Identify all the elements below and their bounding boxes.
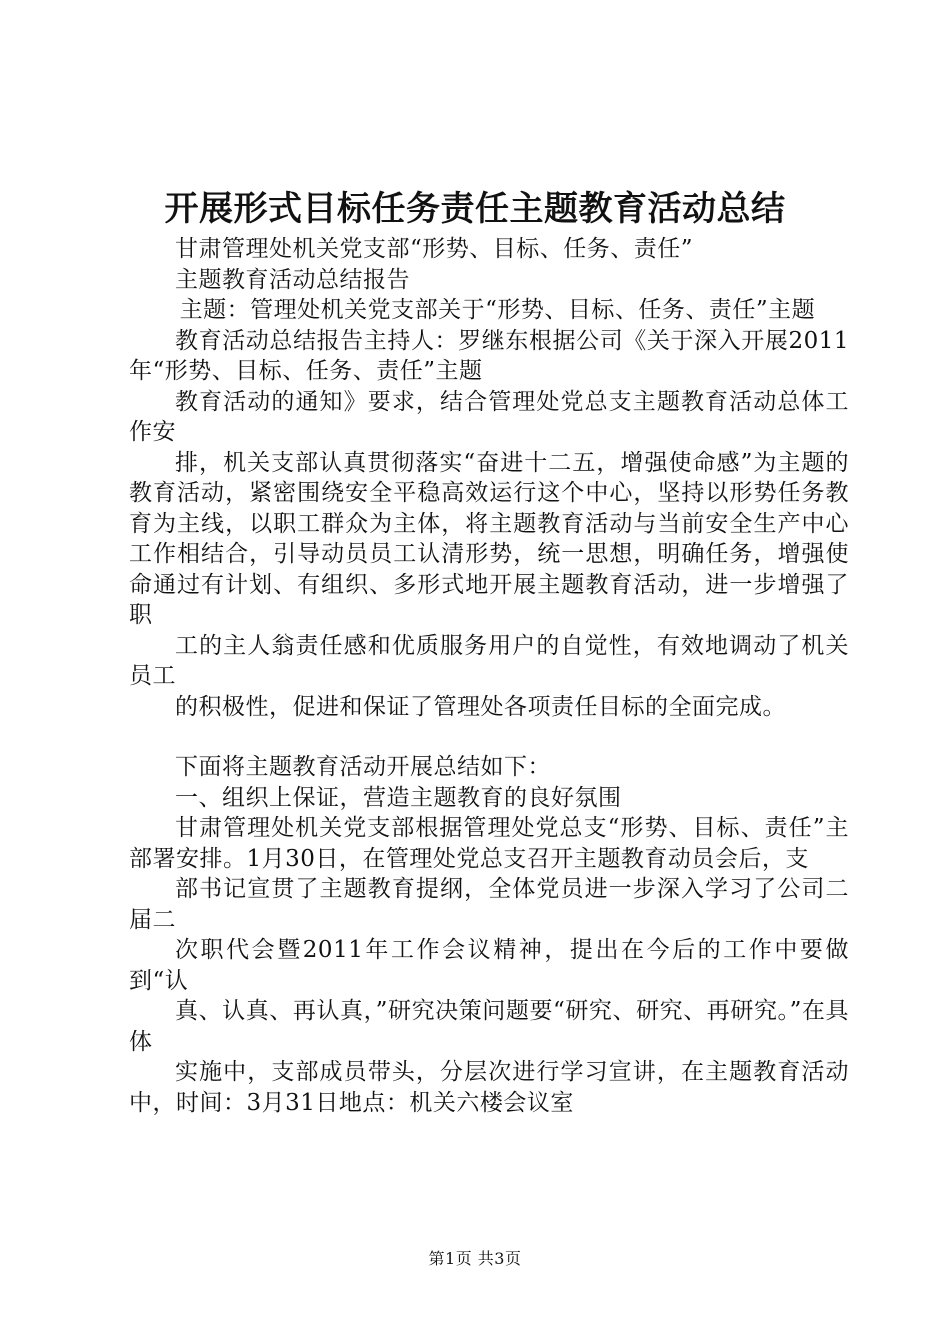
paragraph: 甘肃管理处机关党支部根据管理处党总支“形势、目标、责任”主部署安排。1月30日，在管理处党总支召开主题教育动员会后，支 — [129, 815, 849, 872]
section-heading: 一、组织上保证，营造主题教育的良好氛围 — [175, 784, 622, 811]
paragraph: 真、认真、再认真，”研究决策问题要“研究、研究、再研究。”在具体 — [129, 998, 849, 1055]
document-body — [129, 234, 849, 1118]
paragraph: 实施中，支部成员带头，分层次进行学习宣讲，在主题教育活动中，时间：3月31日地点：机关六楼会议室 — [129, 1059, 849, 1116]
paragraph: 主题教育活动总结报告 — [175, 266, 410, 293]
paragraph: 主题：管理处机关党支部关于“形势、目标、任务、责任”主题 — [179, 297, 816, 323]
paragraph: 工的主人翁责任感和优质服务用户的自觉性，有效地调动了机关员工 — [129, 632, 849, 689]
paragraph: 次职代会暨2011年工作会议精神，提出在今后的工作中要做到“认 — [129, 937, 849, 994]
paragraph: 的积极性，促进和保证了管理处各项责任目标的全面完成。 — [175, 693, 786, 720]
page-footer: 第1页 共3页 — [428, 1249, 522, 1268]
paragraph: 甘肃管理处机关党支部“形势、目标、任务、责任” — [175, 236, 694, 262]
paragraph: 教育活动总结报告主持人：罗继东根据公司《关于深入开展2011年“形势、目标、任务、责任”主题 — [129, 327, 849, 384]
paragraph: 下面将主题教育活动开展总结如下： — [175, 754, 551, 780]
paragraph: 排，机关支部认真贯彻落实“奋进十二五，增强使命感”为主题的教育活动，紧密围绕安全平稳高效运行这个中心，坚持以形势任务教育为主线，以职工群众为主体，将主题教育活动与当前安全生产中心工作相结合，引导动员员工认清形势，统一思想，明确任务，增强使命通过有计划、有组织、多形式地开展主题教育活动，进一步增强了职 — [129, 449, 849, 628]
paragraph: 教育活动的通知》要求，结合管理处党总支主题教育活动总体工作安 — [129, 388, 849, 445]
document-title: 开展形式目标任务责任主题教育活动总结 — [164, 189, 786, 229]
paragraph: 部书记宣贯了主题教育提纲，全体党员进一步深入学习了公司二届二 — [129, 876, 849, 933]
